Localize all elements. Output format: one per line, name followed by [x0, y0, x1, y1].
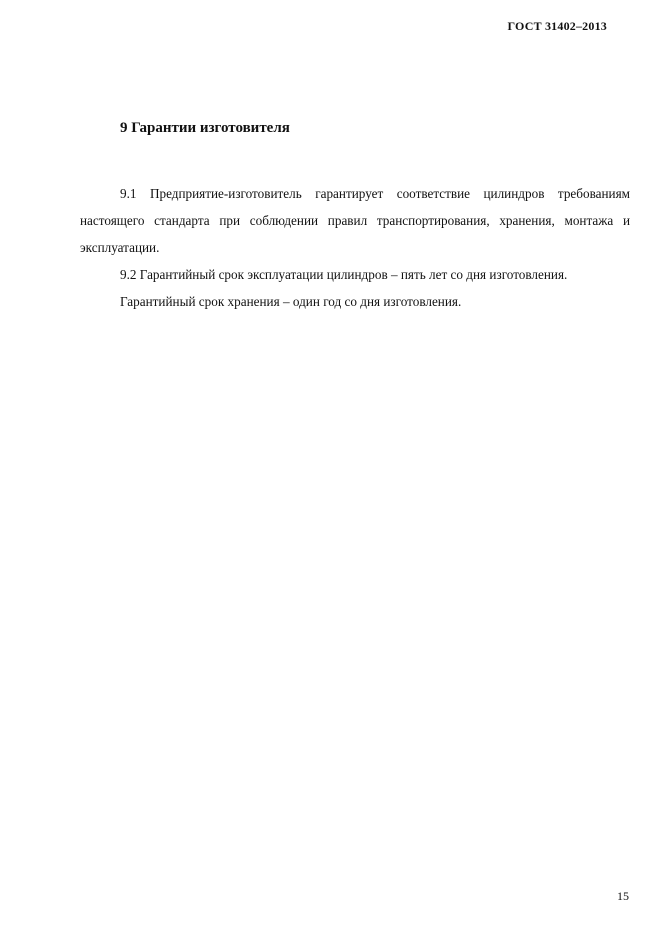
paragraph-storage-warranty: Гарантийный срок хранения – один год со дня изготовления.: [120, 294, 462, 309]
page-number: 15: [617, 889, 629, 903]
section-body: [80, 180, 630, 315]
section-title: 9 Гарантии изготовителя: [120, 120, 290, 136]
standard-code: ГОСТ 31402–2013: [507, 19, 607, 33]
paragraph-9-2: 9.2 Гарантийный срок эксплуатации цилиндров – пять лет со дня изготовления.: [120, 267, 568, 282]
paragraph-9-1: 9.1 Предприятие-изготовитель гарантирует соответствие цилиндров требованиям настоящего стандарта при соблюдении правил транспортирования, хранения, монтажа и эксплуатации.: [80, 186, 630, 255]
